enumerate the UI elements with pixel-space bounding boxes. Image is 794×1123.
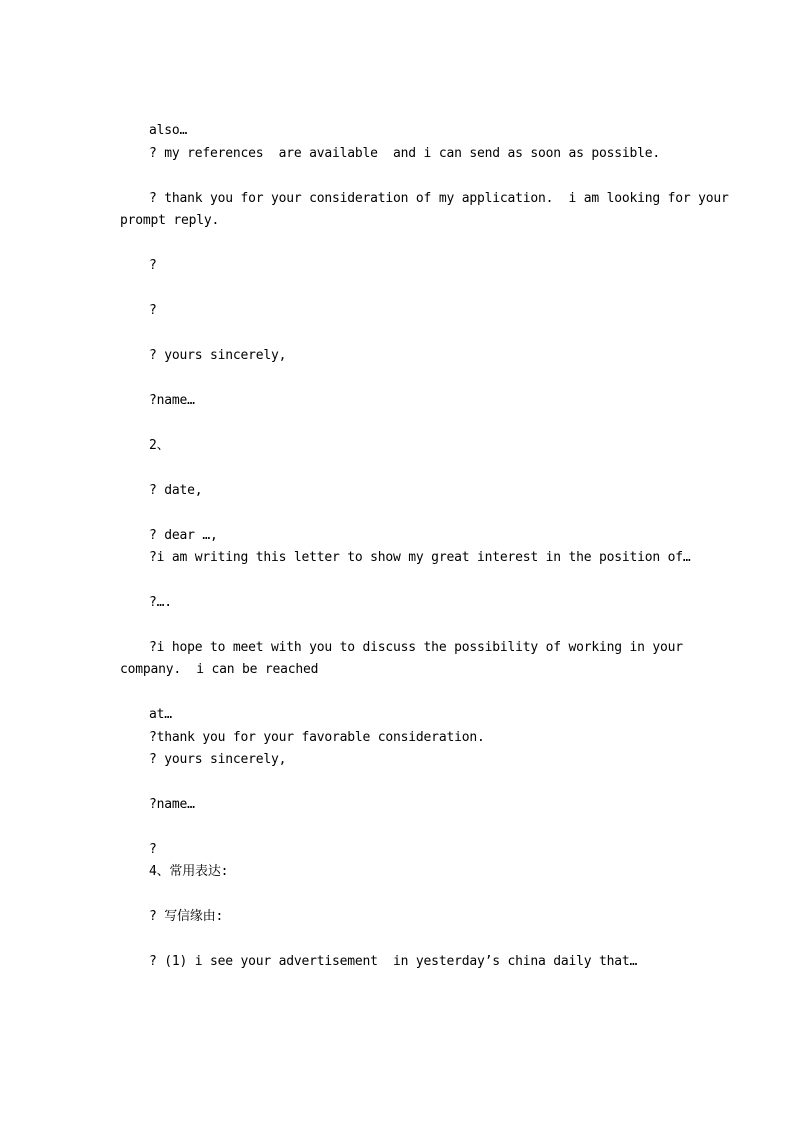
text-line: ?name… <box>149 393 195 408</box>
text-line: ?i am writing this letter to show my great interest in the position of… <box>149 550 691 565</box>
text-line: also… <box>149 123 188 138</box>
text-line: prompt reply. <box>120 213 220 228</box>
text-line: ? yours sincerely, <box>149 348 287 363</box>
text-line: at… <box>149 707 172 722</box>
text-line: company. i can be reached <box>120 662 319 677</box>
text-line: ? <box>149 303 157 318</box>
text-line: ?i hope to meet with you to discuss the possibility of working in your <box>149 640 683 655</box>
text-line: ? thank you for your consideration of my application. i am looking for your <box>149 191 729 206</box>
text-line: ? <box>149 258 157 273</box>
text-line: ? (1) i see your advertisement in yesterday’s china daily that… <box>149 954 638 969</box>
text-line: ? <box>149 842 157 857</box>
text-line: ? yours sincerely, <box>149 752 287 767</box>
text-line: ?…. <box>149 595 172 610</box>
section-heading: 4、常用表达: <box>149 864 229 879</box>
section-number: 2、 <box>149 438 170 453</box>
text-line: ? 写信缘由: <box>149 909 224 924</box>
text-line: ? date, <box>149 483 203 498</box>
text-line: ? my references are available and i can send as soon as possible. <box>149 146 660 161</box>
text-line: ? dear …, <box>149 528 218 543</box>
text-line: ?name… <box>149 797 195 812</box>
text-line: ?thank you for your favorable consideration. <box>149 730 485 745</box>
